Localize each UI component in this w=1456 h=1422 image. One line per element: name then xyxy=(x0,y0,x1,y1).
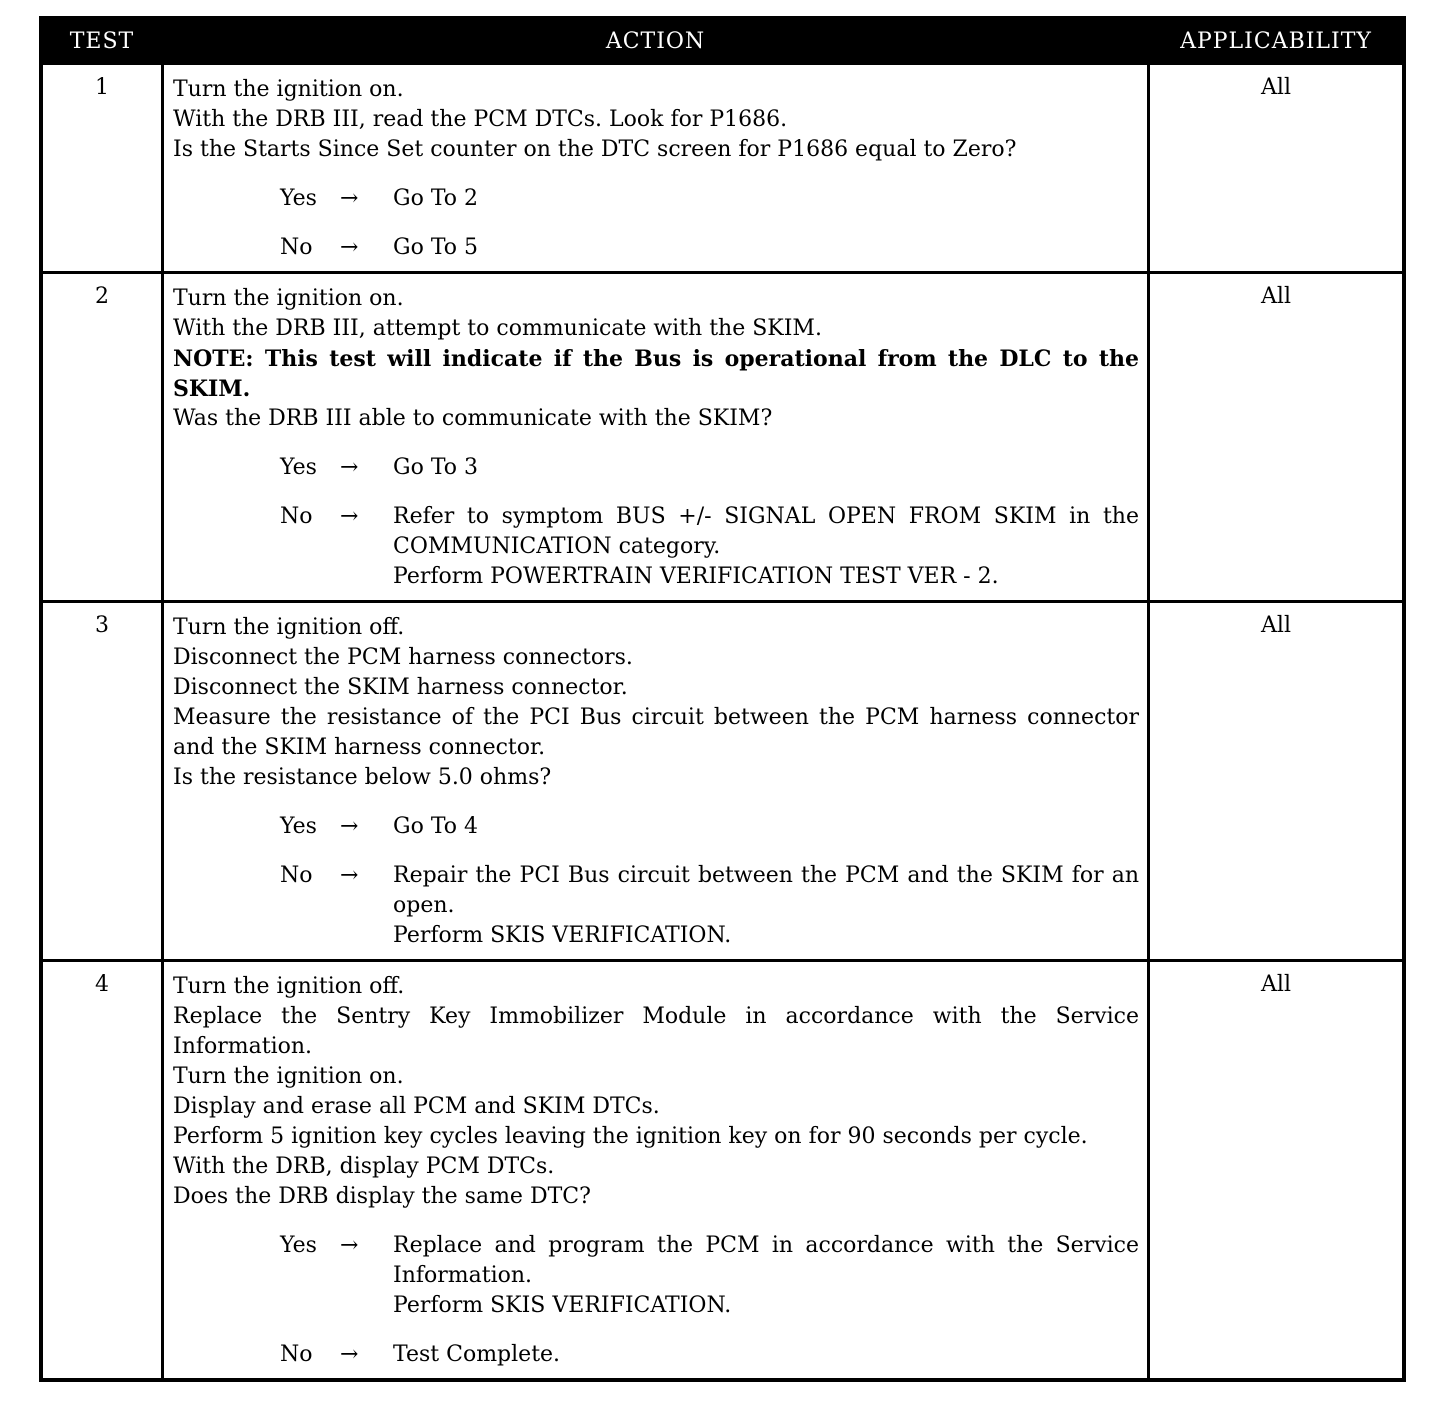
arrow-icon: → xyxy=(340,1233,359,1258)
test-number: 2 xyxy=(95,284,109,309)
test-number: 4 xyxy=(95,972,109,997)
action-line: Turn the ignition off. xyxy=(173,974,405,999)
header-applicability: APPLICABILITY xyxy=(1180,28,1372,54)
no-label: No xyxy=(280,863,313,888)
result-line: Replace and program the PCM in accordance with the Service Information. xyxy=(393,1233,1139,1288)
arrow-icon: → xyxy=(340,814,359,839)
result-line: Repair the PCI Bus circuit between the PCM and the SKIM for an open. xyxy=(393,863,1139,918)
test-number: 1 xyxy=(95,75,109,100)
no-label: No xyxy=(280,1342,313,1367)
result-line: Refer to symptom BUS +/- SIGNAL OPEN FROM SKIM in the COMMUNICATION category. xyxy=(393,504,1139,559)
yes-result xyxy=(393,812,1139,842)
action-line: Perform 5 ignition key cycles leaving the ignition key on for 90 seconds per cycle. xyxy=(173,1124,1088,1149)
test-row-3 xyxy=(43,600,1402,959)
action-line: Replace the Sentry Key Immobilizer Module in accordance with the Service Information. xyxy=(173,1004,1139,1059)
arrow-icon: → xyxy=(340,186,359,211)
yes-label: Yes xyxy=(280,455,317,480)
arrow-icon: → xyxy=(340,235,359,260)
table-header xyxy=(43,20,1402,62)
action-line: Is the resistance below 5.0 ohms? xyxy=(173,765,552,790)
action-cell xyxy=(161,603,1150,959)
applicability-cell: All xyxy=(1261,613,1291,638)
yes-result xyxy=(393,184,1139,214)
no-choice xyxy=(173,861,1139,951)
yes-choice xyxy=(173,184,1139,214)
header-test: TEST xyxy=(69,28,135,54)
action-line: Does the DRB display the same DTC? xyxy=(173,1184,591,1209)
action-cell xyxy=(161,962,1150,1378)
yes-result xyxy=(393,1231,1139,1321)
action-line: Disconnect the SKIM harness connector. xyxy=(173,675,628,700)
result-line: Perform POWERTRAIN VERIFICATION TEST VER - 2. xyxy=(393,564,999,589)
applicability-cell: All xyxy=(1261,284,1291,309)
applicability-cell: All xyxy=(1261,75,1291,100)
no-result xyxy=(393,502,1139,592)
arrow-icon: → xyxy=(340,504,359,529)
no-result xyxy=(393,861,1139,951)
no-label: No xyxy=(280,504,313,529)
applicability-cell: All xyxy=(1261,972,1291,997)
result-line: Test Complete. xyxy=(393,1342,561,1367)
test-row-2 xyxy=(43,271,1402,600)
arrow-icon: → xyxy=(340,863,359,888)
yes-label: Yes xyxy=(280,1233,317,1258)
no-choice xyxy=(173,1340,1139,1370)
arrow-icon: → xyxy=(340,1342,359,1367)
result-line: Go To 4 xyxy=(393,814,479,839)
question-line: Was the DRB III able to communicate with the SKIM? xyxy=(173,406,773,431)
yes-choice xyxy=(173,453,1139,483)
no-result xyxy=(393,1340,1139,1370)
no-choice xyxy=(173,502,1139,592)
action-line: Disconnect the PCM harness connectors. xyxy=(173,645,633,670)
action-line: Display and erase all PCM and SKIM DTCs. xyxy=(173,1094,660,1119)
result-line: Go To 5 xyxy=(393,235,479,260)
no-result xyxy=(393,233,1139,263)
action-line: Turn the ignition on. xyxy=(173,77,404,102)
action-cell xyxy=(161,65,1150,271)
diagnostic-test-table xyxy=(39,16,1406,1382)
yes-result xyxy=(393,453,1139,483)
result-line: Perform SKIS VERIFICATION. xyxy=(393,923,732,948)
yes-choice xyxy=(173,812,1139,842)
arrow-icon: → xyxy=(340,455,359,480)
action-line: With the DRB III, read the PCM DTCs. Look for P1686. xyxy=(173,107,788,132)
action-line: Measure the resistance of the PCI Bus circuit between the PCM harness connector and the SKIM harness connector. xyxy=(173,705,1139,760)
yes-label: Yes xyxy=(280,186,317,211)
action-cell xyxy=(161,274,1150,600)
header-action: ACTION xyxy=(605,28,706,54)
test-number: 3 xyxy=(95,613,109,638)
test-row-4 xyxy=(43,959,1402,1378)
yes-label: Yes xyxy=(280,814,317,839)
action-line: Is the Starts Since Set counter on the DTC screen for P1686 equal to Zero? xyxy=(173,137,1017,162)
note-text: NOTE: This test will indicate if the Bus is operational from the DLC to the SKIM. xyxy=(173,346,1139,402)
no-choice xyxy=(173,233,1139,263)
result-line: Go To 2 xyxy=(393,186,479,211)
action-line: With the DRB III, attempt to communicate with the SKIM. xyxy=(173,316,822,341)
action-line: Turn the ignition off. xyxy=(173,615,405,640)
action-line: Turn the ignition on. xyxy=(173,1064,404,1089)
action-line: Turn the ignition on. xyxy=(173,286,404,311)
result-line: Perform SKIS VERIFICATION. xyxy=(393,1293,732,1318)
no-label: No xyxy=(280,235,313,260)
test-row-1 xyxy=(43,62,1402,271)
action-line: With the DRB, display PCM DTCs. xyxy=(173,1154,555,1179)
yes-choice xyxy=(173,1231,1139,1321)
result-line: Go To 3 xyxy=(393,455,479,480)
